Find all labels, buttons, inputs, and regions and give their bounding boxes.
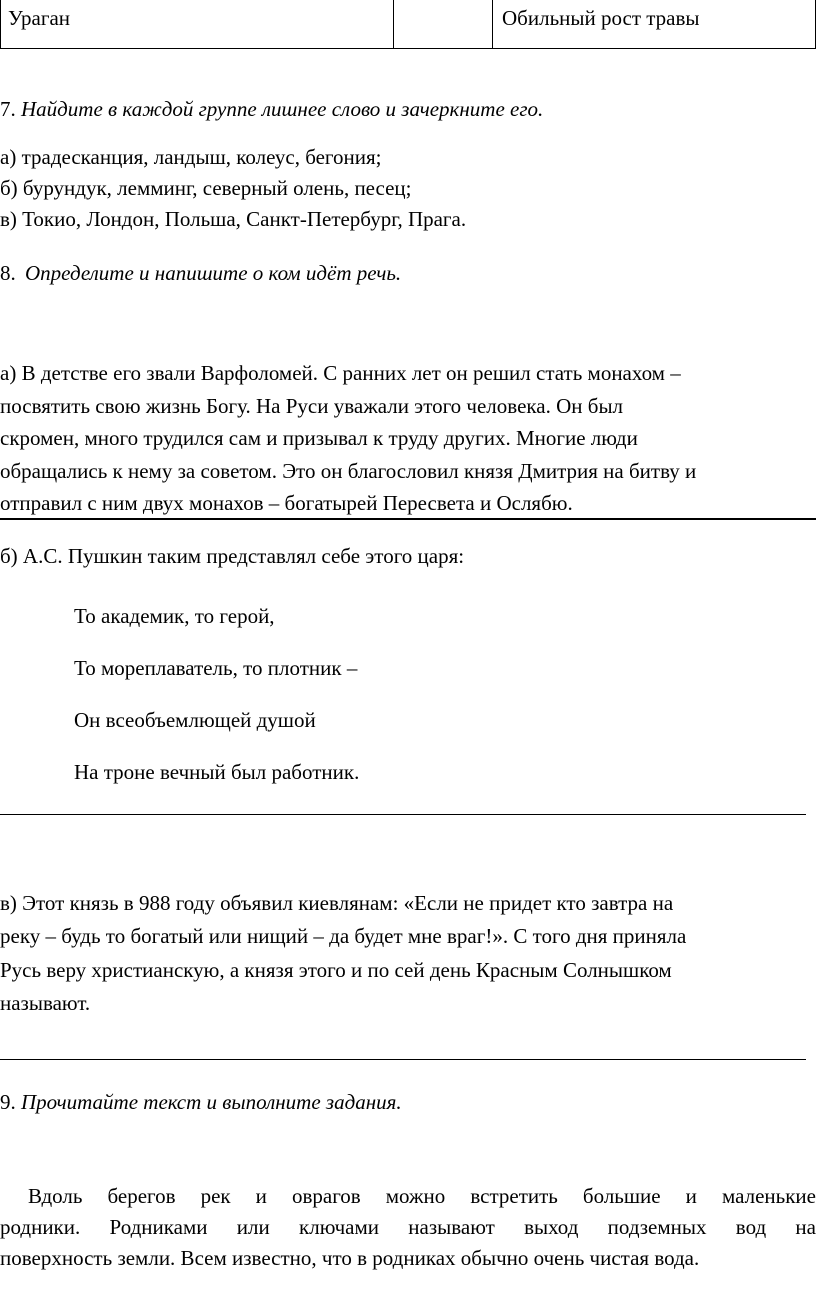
task7-item-c: в) Токио, Лондон, Польша, Санкт-Петербург, Прага.: [0, 207, 467, 231]
answer-line-a: [0, 518, 816, 520]
task9-text-line: Вдоль берегов рек и оврагов можно встретить большие и маленькие: [28, 1184, 816, 1208]
table-border-col2: [393, 0, 394, 49]
answer-table-row: [0, 0, 816, 49]
task8-instruction: Определите и напишите о ком идёт речь.: [25, 261, 402, 285]
poem-line: Он всеобъемлющей душой: [74, 708, 316, 732]
poem-line: То академик, то герой,: [74, 604, 275, 628]
task9-text-line: поверхность земли. Всем известно, что в родниках обычно очень чистая вода.: [0, 1246, 700, 1270]
task7-item-b: б) бурундук, лемминг, северный олень, песец;: [0, 176, 412, 200]
task8-part-a-line: посвятить свою жизнь Богу. На Руси уважали этого человека. Он был: [0, 393, 624, 418]
task8-part-a-line: обращались к нему за советом. Это он благословил князя Дмитрия на битву и: [0, 458, 697, 483]
task9-instruction: Прочитайте текст и выполните задания.: [21, 1090, 402, 1114]
task9-text: [0, 1181, 816, 1274]
task8-part-c: [0, 887, 686, 1020]
table-cell-1: Ураган: [8, 6, 71, 30]
task8-part-a-line: скромен, много трудился сам и призывал к труду других. Многие люди: [0, 426, 638, 450]
task7-item-a: а) традесканция, ландыш, колеус, бегония;: [0, 145, 382, 169]
task8-part-a-line: а) В детстве его звали Варфоломей. С ранних лет он решил стать монахом –: [0, 361, 681, 385]
table-border-left: [0, 0, 1, 49]
task7-heading: [0, 96, 543, 122]
table-cell-3: Обильный рост травы: [502, 6, 700, 30]
table-bottom-border: [0, 48, 816, 49]
answer-line-c: [0, 1059, 806, 1060]
poem-line: На троне вечный был работник.: [74, 760, 360, 784]
poem-line: То мореплаватель, то плотник –: [74, 656, 358, 680]
task7-number: 7.: [0, 97, 16, 121]
task9-heading: [0, 1089, 402, 1115]
task8-number: 8.: [0, 261, 16, 285]
poem: [74, 590, 359, 798]
task8-heading: [0, 260, 401, 286]
task7-instruction: Найдите в каждой группе лишнее слово и зачеркните его.: [21, 97, 544, 121]
answer-line-b: [0, 814, 806, 815]
task8-part-a-line: отправил с ним двух монахов – богатырей Пересвета и Ослябю.: [0, 491, 573, 515]
task8-part-c-line: реку – будь то богатый или нищий – да будет мне враг!». С того дня приняла: [0, 924, 687, 949]
task8-part-c-line: Русь веру христианскую, а князя этого и по сей день Красным Солнышком: [0, 957, 672, 982]
task8-part-c-line: называют.: [0, 990, 91, 1015]
task8-part-c-line: в) Этот князь в 988 году объявил киевлянам: «Если не придет кто завтра на: [0, 891, 674, 915]
task7-items: [0, 142, 466, 235]
task9-text-line: родники. Родниками или ключами называют выход подземных вод на: [0, 1215, 816, 1239]
task8-part-a: [0, 357, 696, 520]
table-border-col3: [492, 0, 493, 49]
task8-part-b-intro: б) А.С. Пушкин таким представлял себе этого царя:: [0, 544, 465, 568]
task9-number: 9.: [0, 1090, 16, 1114]
